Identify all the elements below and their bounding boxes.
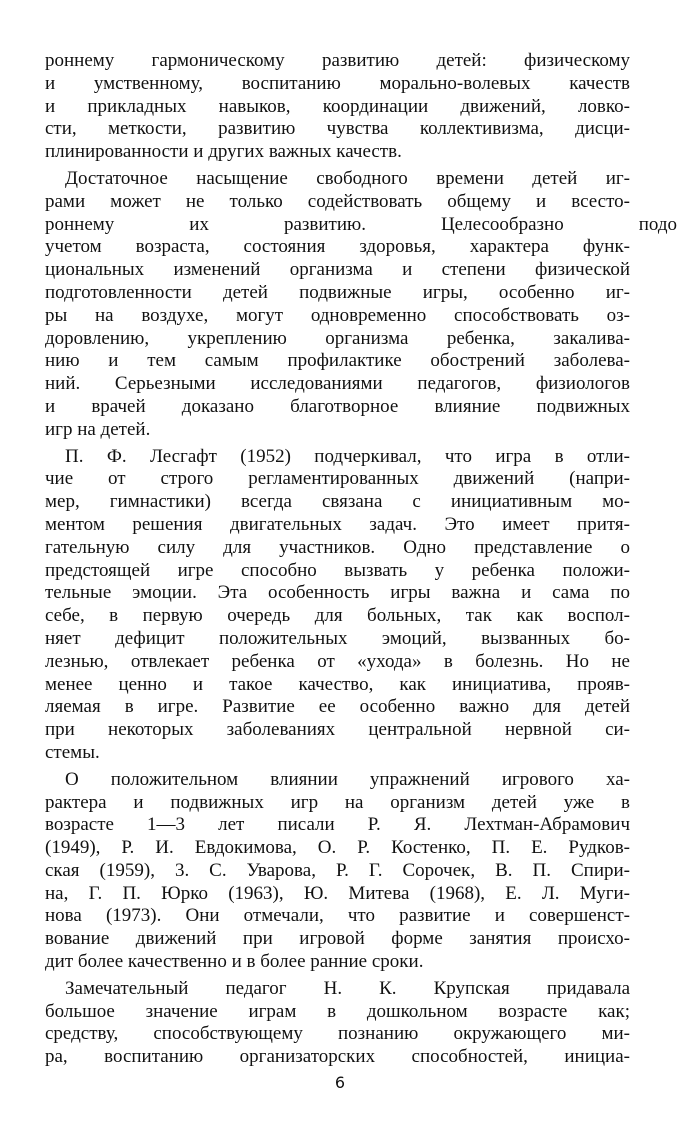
text-line: ментом решения двигательных задач. Это имеет притя- <box>45 513 630 535</box>
text-line: подготовленности детей подвижные игры, особенно иг- <box>45 281 630 303</box>
text-line: циональных изменений организма и степени физической <box>45 259 630 281</box>
paragraph-2 <box>45 167 677 442</box>
text-line: ляемая в игре. Развитие ее особенно важно для детей <box>45 696 630 718</box>
text-line: при некоторых заболеваниях центральной нервной си- <box>45 719 630 741</box>
text-line: менее ценно и такое качество, как инициатива, прояв- <box>45 673 630 695</box>
text-line: учетом возраста, состояния здоровья, характера функ- <box>45 236 630 258</box>
text-line: рами может не только содействовать общему и всесто- <box>45 190 630 212</box>
text-line: (1949), Р. И. Евдокимова, О. Р. Костенко, П. Е. Рудков- <box>45 837 630 859</box>
text-line: и прикладных навыков, координации движений, ловко- <box>45 95 630 117</box>
text-line: рактера и подвижных игр на организм детей уже в <box>45 791 630 813</box>
text-line: игр на детей. <box>45 418 151 440</box>
text-line: нию и тем самым профилактике обострений заболева- <box>45 350 630 372</box>
text-line: на, Г. П. Юрко (1963), Ю. Митева (1968), Е. Л. Муги- <box>45 882 630 904</box>
text-line: нова (1973). Они отмечали, что развитие и совершенст- <box>45 905 630 927</box>
text-line: лезнью, отвлекает ребенка от «ухода» в болезнь. Но не <box>45 650 630 672</box>
text-line: ра, воспитанию организаторских способностей, инициа- <box>45 1046 630 1068</box>
text-line: мер, гимнастики) всегда связана с инициативным мо- <box>45 491 630 513</box>
text-line: возрасте 1—3 лет писали Р. Я. Лехтман-Абрамович <box>45 814 630 836</box>
text-line: Достаточное насыщение свободного времени детей иг- <box>65 167 630 189</box>
text-line: сти, меткости, развитию чувства коллективизма, дисци- <box>45 118 630 140</box>
paragraph-1 <box>45 50 630 164</box>
text-line: ры на воздухе, могут одновременно способствовать оз- <box>45 304 630 326</box>
text-line: плинированности и других важных качеств. <box>45 141 402 163</box>
text-line: чие от строго регламентированных движений (напри- <box>45 468 630 490</box>
page-number: 6 <box>334 1073 346 1092</box>
text-line: гательную силу для участников. Одно представление о <box>45 536 630 558</box>
text-line: стемы. <box>45 741 100 763</box>
text-line: вование движений при игровой форме занятия происхо- <box>45 928 630 950</box>
text-line: тельные эмоции. Эта особенность игры важна и сама по <box>45 582 630 604</box>
text-line: дит более качественно и в более ранние сроки. <box>45 951 424 973</box>
page-body <box>45 50 677 1073</box>
text-line: себе, в первую очередь для больных, так как воспол- <box>45 605 630 627</box>
text-line: доровлению, укреплению организма ребенка, закалива- <box>45 327 630 349</box>
text-line: большое значение играм в дошкольном возрасте как; <box>45 1000 630 1022</box>
text-line: ская (1959), 3. С. Уварова, Р. Г. Сорочек, В. П. Спири- <box>45 859 630 881</box>
paragraph-4 <box>45 769 630 974</box>
text-line: роннему их развитию. Целесообразно подо <box>45 213 677 235</box>
text-line: роннему гармоническому развитию детей: физическому <box>45 50 630 71</box>
text-line: няет дефицит положительных эмоций, вызванных бо- <box>45 627 630 649</box>
text-line: Замечательный педагог Н. К. Крупская придавала <box>65 977 630 999</box>
text-line: О положительном влиянии упражнений игрового ха- <box>65 768 630 790</box>
text-line: и умственному, воспитанию морально-волевых качеств <box>45 72 630 94</box>
text-line: ний. Серьезными исследованиями педагогов, физиологов <box>45 373 630 395</box>
paragraph-3 <box>45 446 630 765</box>
text-line: и врачей доказано благотворное влияние подвижных <box>45 395 630 417</box>
paragraph-5 <box>45 978 630 1069</box>
text-line: предстоящей игре способно вызвать у ребенка положи- <box>45 559 630 581</box>
text-line: П. Ф. Лесгафт (1952) подчеркивал, что игра в отли- <box>65 445 630 467</box>
text-line: средству, способствующему познанию окружающего ми- <box>45 1023 630 1045</box>
